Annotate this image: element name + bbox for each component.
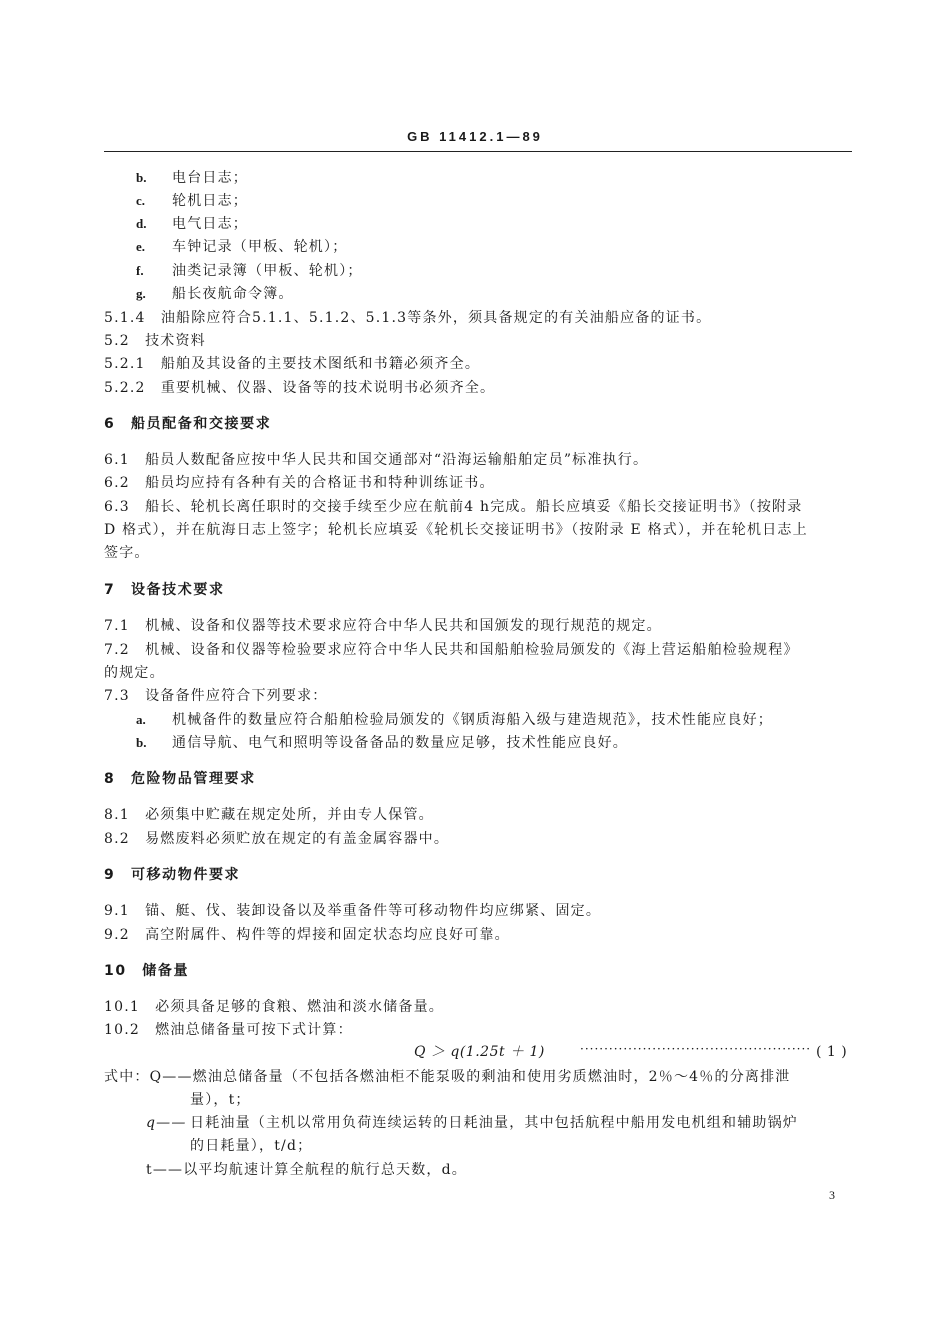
page-number: 3 bbox=[829, 1188, 835, 1202]
list-label-7-3-b: b. bbox=[136, 735, 147, 750]
list-item-b: 电台日志； bbox=[172, 170, 248, 186]
section-heading-10: 10 储备量 bbox=[104, 963, 190, 979]
clause-9-2: 9.2 高空附属件、构件等的焊接和固定状态均应良好可靠。 bbox=[104, 927, 510, 943]
clause-5-1-4: 5.1.4 油船除应符合5.1.1、5.1.2、5.1.3等条外，须具备规定的有关油船应备的证书。 bbox=[104, 310, 712, 326]
section-heading-9: 9 可移动物件要求 bbox=[104, 867, 241, 883]
list-item-e: 车钟记录（甲板、轮机）； bbox=[172, 239, 348, 255]
clause-6-3-line-3: 签字。 bbox=[104, 545, 150, 561]
where-q-lower-symbol: q—— bbox=[146, 1115, 187, 1131]
clause-7-2-line-1: 7.2 机械、设备和仪器等检验要求应符合中华人民共和国船舶检验局颁发的《海上营运船舶检验规程》 bbox=[104, 642, 799, 658]
clause-8-1: 8.1 必须集中贮藏在规定处所，并由专人保管。 bbox=[104, 807, 434, 823]
clause-6-3-line-2: D 格式），并在航海日志上签字；轮机长应填妥《轮机长交接证明书》（按附录 E 格式），并在轮机日志上 bbox=[104, 522, 808, 538]
list-label-c: c. bbox=[136, 193, 146, 208]
where-q-lower-line-2: 的日耗量），t/d； bbox=[190, 1138, 313, 1154]
where-q-lower-line-1: 日耗油量（主机以常用负荷连续运转的日耗油量，其中包括航程中船用发电机组和辅助锅炉 bbox=[190, 1115, 798, 1131]
section-heading-8: 8 危险物品管理要求 bbox=[104, 771, 256, 787]
where-q-upper-line-1: 式中：Q——燃油总储备量（不包括各燃油柜不能泵吸的剩油和使用劣质燃油时，2％～4％的分离排泄 bbox=[104, 1069, 791, 1085]
where-q-upper-line-2: 量），t； bbox=[190, 1092, 251, 1108]
list-label-b: b. bbox=[136, 170, 147, 185]
clause-6-2: 6.2 船员均应持有各种有关的合格证书和特种训练证书。 bbox=[104, 475, 495, 491]
standard-code-header: GB 11412.1—89 bbox=[407, 129, 543, 144]
where-t-line: t——以平均航速计算全航程的航行总天数，d。 bbox=[146, 1162, 467, 1178]
clause-7-3: 7.3 设备备件应符合下列要求： bbox=[104, 688, 328, 704]
header-rule bbox=[104, 151, 852, 152]
clause-9-1: 9.1 锚、艇、伐、装卸设备以及举重备件等可移动物件均应绑紧、固定。 bbox=[104, 903, 602, 919]
clause-10-2: 10.2 燃油总储备量可按下式计算： bbox=[104, 1022, 353, 1038]
clause-5-2: 5.2 技术资料 bbox=[104, 333, 206, 349]
clause-5-2-1: 5.2.1 船舶及其设备的主要技术图纸和书籍必须齐全。 bbox=[104, 356, 481, 372]
list-label-7-3-a: a. bbox=[136, 712, 146, 727]
list-item-c: 轮机日志； bbox=[172, 193, 248, 209]
list-item-g: 船长夜航命令簿。 bbox=[172, 286, 294, 302]
clause-7-1: 7.1 机械、设备和仪器等技术要求应符合中华人民共和国颁发的现行规范的规定。 bbox=[104, 618, 662, 634]
clause-5-2-2: 5.2.2 重要机械、仪器、设备等的技术说明书必须齐全。 bbox=[104, 380, 496, 396]
list-label-f: f. bbox=[136, 263, 144, 278]
clause-8-2: 8.2 易燃废料必须贮放在规定的有盖金属容器中。 bbox=[104, 831, 450, 847]
list-item-d: 电气日志； bbox=[172, 216, 248, 232]
formula-number: ( 1 ) bbox=[816, 1044, 848, 1060]
clause-10-1: 10.1 必须具备足够的食粮、燃油和淡水储备量。 bbox=[104, 999, 444, 1015]
list-label-g: g. bbox=[136, 286, 146, 301]
clause-7-3-b: 通信导航、电气和照明等设备备品的数量应足够，技术性能应良好。 bbox=[172, 735, 628, 751]
formula-leader-dots: ················································ bbox=[580, 1042, 812, 1056]
clause-7-3-a: 机械备件的数量应符合船舶检验局颁发的《钢质海船入级与建造规范》，技术性能应良好； bbox=[172, 712, 773, 728]
clause-6-1: 6.1 船员人数配备应按中华人民共和国交通部对“沿海运输船舶定员”标准执行。 bbox=[104, 452, 649, 468]
formula-expression: Q ＞ q(1.25t ＋ 1) bbox=[414, 1044, 545, 1060]
list-item-f: 油类记录簿（甲板、轮机）； bbox=[172, 263, 363, 279]
list-label-d: d. bbox=[136, 216, 147, 231]
clause-7-2-line-2: 的规定。 bbox=[104, 665, 165, 681]
section-heading-7: 7 设备技术要求 bbox=[104, 582, 225, 598]
section-heading-6: 6 船员配备和交接要求 bbox=[104, 416, 272, 432]
clause-6-3-line-1: 6.3 船长、轮机长离任职时的交接手续至少应在航前4 h完成。船长应填妥《船长交接证明书》（按附录 bbox=[104, 499, 803, 515]
list-label-e: e. bbox=[136, 239, 146, 254]
